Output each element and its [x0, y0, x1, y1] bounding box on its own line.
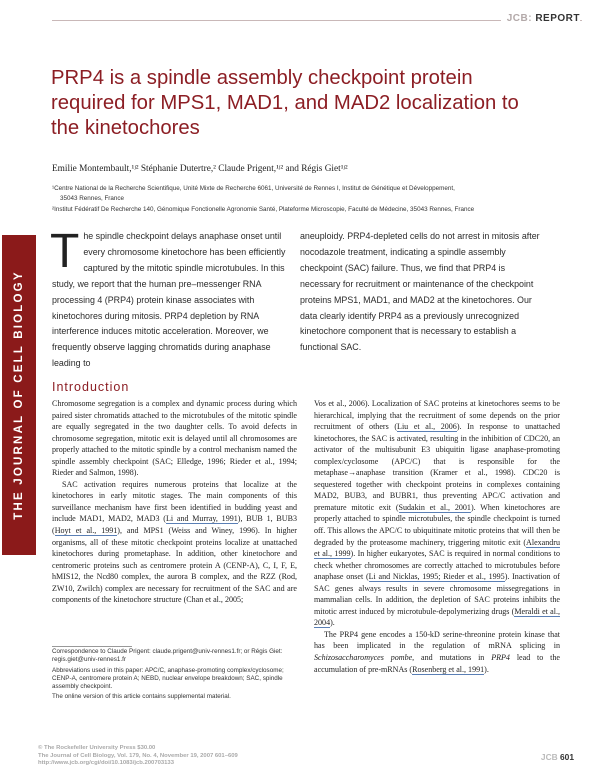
text: ), and MPS1 (Weiss and Winey, 1996). In higher organisms, all of these mitotic checkpoint proteins localize at unattached kinetochores during prometaphase. In addition, other kinetochore and centromeric proteins such as centromere protein A (CENP-A), C, I, F, E, hMIS12, the Ncd80 complex, the aurora B complex, and the RZZ (Rod, ZW10, Zwilch) complex are necessary for recruitment of the SAC and are components of the kinetochore structure (Chan et al., 2005;: [52, 526, 297, 605]
abstract-left: [50, 225, 287, 372]
reference-link[interactable]: Liu et al., 2006: [397, 422, 457, 432]
reference-link[interactable]: Li and Nicklas, 1995; Rieder et al., 1995: [368, 572, 505, 582]
doi-link[interactable]: http://www.jcb.org/cgi/doi/10.1083/jcb.200703133: [38, 760, 174, 767]
reference-link[interactable]: Rosenberg et al., 1991: [412, 664, 485, 674]
footnotes: [52, 648, 297, 704]
text: ). When kinetochores are properly attached to spindle microtubules, the spindle checkpoint is turned off. This allows the APC/C to ubiquitinate mitotic proteins that will then be degraded by the proteasome machinery, triggering mitotic exit (: [314, 502, 560, 547]
body-column-left: [52, 398, 297, 606]
text: ), BUB 1, BUB3 (: [52, 514, 297, 536]
section-heading: Introduction: [52, 380, 130, 394]
publication-info: [38, 745, 238, 768]
footnote-correspondence: Correspondence to Claude Prigent: claude.prigent@univ-rennes1.fr; or Régis Giet: regis.giet@univ-rennes1.fr: [52, 648, 283, 664]
text: ). Inactivation of SAC genes always results in severe chromosome missegregations in mammalian cells. In addition, the depletion of SAC proteins inhibits the mitotic arrest induced by microtubule-depolymerizing drugs (: [314, 572, 560, 616]
abstract-right: aneuploidy. PRP4-depleted cells do not arrest in mitosis after nocodazole treatment, indicating a spindle assembly checkpoint (SAC) failure. Thus, we find that PRP4 is necessary for recruitment or maintenance of the checkpoint proteins MPS1, MAD1, and MAD2 at the kinetochores. Our data clearly identify PRP4 as a previously unrecognized kinetochore component that is necessary to establish a functional SAC.: [300, 231, 540, 353]
reference-link[interactable]: Li and Murray, 1991: [165, 514, 238, 524]
species-name: Schizosaccharomyces pombe: [314, 653, 413, 663]
paragraph: Chromosome segregation is a complex and dynamic process during which paired sister chromatids attached to the microtubules of the mitotic spindle are equally segregated in the two daughter cells. To avoid defects in chromosome segregation, mitotic exit is delayed until all chromosomes are properly attached to the mitotic spindle by a control mechanism named the spindle assembly checkpoint (SAC; Elledge, 1996; Rieder et al., 1994; Rieder and Salmon, 1998).: [52, 399, 297, 478]
header-journal: JCB:: [506, 13, 533, 24]
page-journal: JCB: [540, 752, 558, 762]
header-section: REPORT: [535, 13, 580, 24]
reference-link[interactable]: Hoyt et al., 1991: [54, 526, 118, 536]
sidebar: [0, 0, 38, 776]
reference-link[interactable]: Alexandru et al., 1999: [314, 537, 560, 559]
copyright-line: © The Rockefeller University Press $30.00: [38, 745, 156, 751]
abstract-text-left: he spindle checkpoint delays anaphase onset until every chromosome kinetochore has been efficiently captured by the mitotic spindle microtubules. In this study, we report that the human pre–messenger RNA processing 4 (PRP4) protein kinase associates with kinetochores during mitosis. PRP4 depletion by RNA interference induces mitotic acceleration. Moreover, we frequently observe lagging chromatids during anaphase leading to: [52, 231, 286, 369]
affiliation-line: ²Institut Fédératif De Recherche 140, Génomique Fonctionelle Agronomie Santé, Plateforme Microscopie, Faculté de Médecine, 35043 Rennes, France: [52, 205, 475, 213]
reference-link[interactable]: Sudakin et al., 2001: [398, 502, 471, 512]
affiliation-line: 35043 Rennes, France: [60, 195, 125, 203]
article-title: PRP4 is a spindle assembly checkpoint protein required for MPS1, MAD1, and MAD2 localization to the kinetochores: [51, 67, 519, 139]
text: , and mutations in: [412, 653, 492, 663]
paragraph: [314, 629, 560, 675]
footnote-rule: [52, 646, 132, 647]
text: ). In response to unattached kinetochores, the SAC is activated, resulting in the inhibition of CDC20, an activator of the multisubunit E3 ubiquitin ligase anaphase-promoting complex/cyclosome (APC/C) that is responsible for the metaphase→anaphase transition (Kramer et al., 1998). CDC20 is sequestered together with checkpoint proteins in complexes containing MAD2, BUB3, and BUBR1, thus preventing APC/C activation and premature mitotic exit (: [314, 422, 560, 512]
affiliation-line: ¹Centre National de la Recherche Scientifique, Unité Mixte de Recherche 6061, Université de Rennes I, Institut de Génétique et Développement,: [52, 185, 455, 192]
text: The PRP4 gene encodes a 150-kD serine-threonine protein kinase that has been implicated in the regulation of mRNA splicing in: [314, 629, 560, 651]
page-num: 601: [560, 752, 574, 762]
text: ).: [484, 664, 489, 674]
text: ). In higher eukaryotes, SAC is required in normal conditions to check whether chromosomes are correctly attached to microtubules before anaphase onset (: [314, 549, 560, 582]
gene-name: PRP4: [491, 653, 510, 663]
paragraph: [314, 398, 560, 629]
footnote-abbreviations: Abbreviations used in this paper: APC/C, anaphase-promoting complex/cyclosome; CENP-A, centromere protein A; NEBD, nuclear envelope breakdown; SAC, spindle assembly checkpoint.: [52, 666, 284, 691]
text: SAC activation requires numerous proteins that localize at the kinetochores in early mitotic stages. The main components of this surveillance mechanism have first been identified in budding yeast and include MAD1, MAD2, MAD3 (: [52, 479, 297, 524]
page-number: [541, 752, 574, 762]
text: Vos et al., 2006). Localization of SAC proteins at kinetochores seems to be hierarchical, implying that the recruitment of some depends on the prior recruitment of others (: [314, 399, 560, 432]
reference-link[interactable]: Meraldi et al., 2004: [314, 606, 560, 628]
text: ).: [330, 618, 335, 628]
citation-line: The Journal of Cell Biology, Vol. 179, No. 4, November 19, 2007 601–609: [38, 752, 238, 759]
footnote-supplemental: The online version of this article contains supplemental material.: [52, 693, 231, 701]
paragraph: [52, 479, 297, 606]
abstract-dropcap: T: [50, 225, 80, 278]
authors: Emilie Montembault,¹ʲ² Stéphanie Dutertre,² Claude Prigent,¹ʲ² and Régis Giet¹ʲ²: [52, 164, 348, 174]
header-label: [501, 13, 580, 24]
affiliations: [52, 184, 582, 215]
text: lead to the accumulation of pre-mRNAs (: [314, 653, 560, 674]
journal-name: THE JOURNAL OF CELL BIOLOGY: [13, 270, 25, 520]
body-column-right: [314, 398, 560, 675]
